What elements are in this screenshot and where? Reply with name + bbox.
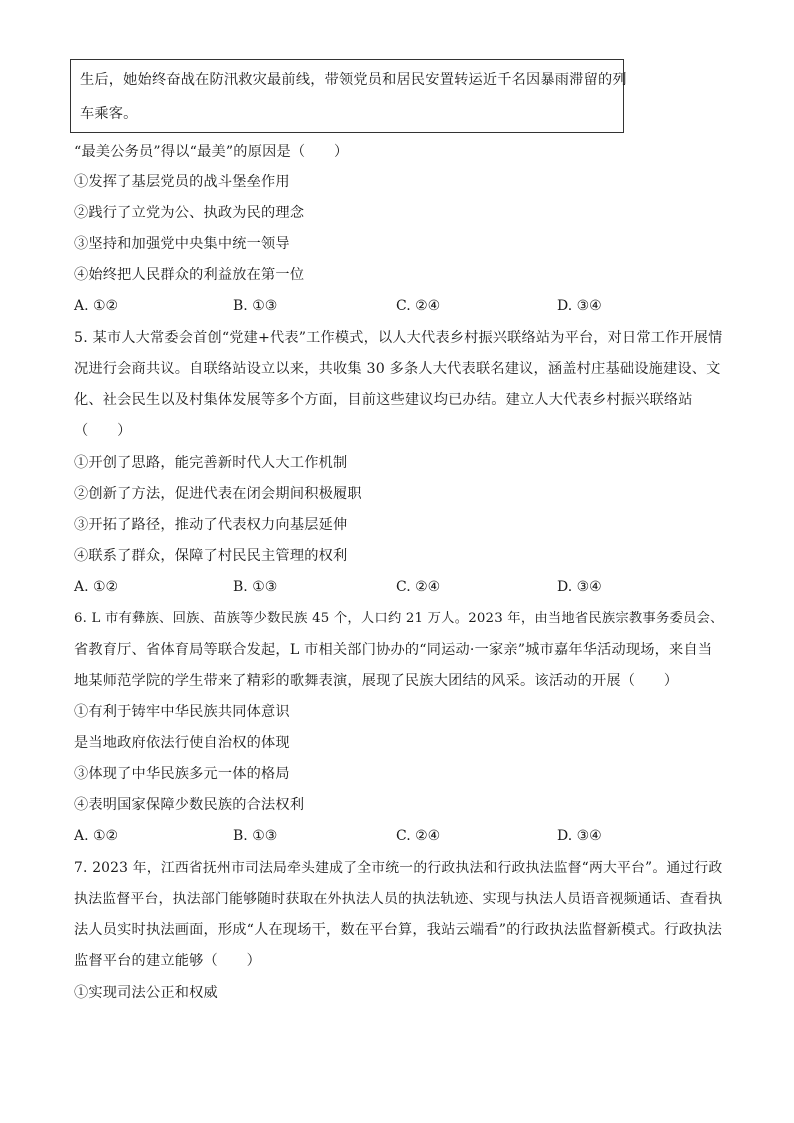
- q5-item-1: ①开创了思路，能完善新时代人大工作机制: [74, 455, 348, 471]
- q4-option-a: A. ①②: [74, 298, 119, 314]
- q6-item-4: ④表明国家保障少数民族的合法权利: [74, 797, 305, 813]
- q7-line-3: 法人员实时执法画面，形成“人在现场干，数在平台算，我站云端看”的行政执法监督新模式。行政执法: [74, 922, 722, 938]
- q4-item-2: ②践行了立党为公、执政为民的理念: [74, 205, 305, 221]
- q4-option-d: D. ③④: [557, 298, 602, 314]
- q6-line-1: 6. L 市有彝族、回族、苗族等少数民族 45 个，人口约 21 万人。2023 年，由当地省民族宗教事务委员会、: [74, 611, 724, 626]
- q6-option-d: D. ③④: [557, 828, 602, 844]
- q5-item-2: ②创新了方法，促进代表在闭会期间积极履职: [74, 486, 362, 502]
- q6-item-3: ③体现了中华民族多元一体的格局: [74, 766, 290, 782]
- material-line-2: 车乘客。: [80, 106, 138, 122]
- q4-item-1: ①发挥了基层党员的战斗堡垒作用: [74, 174, 290, 190]
- q5-option-d: D. ③④: [557, 579, 602, 595]
- q4-option-b: B. ①③: [233, 298, 278, 314]
- q5-option-a: A. ①②: [74, 579, 119, 595]
- q4-item-3: ③坚持和加强党中央集中统一领导: [74, 236, 290, 252]
- q6-option-b: B. ①③: [233, 828, 278, 844]
- q5-option-b: B. ①③: [233, 579, 278, 595]
- material-line-1: 生后，她始终奋战在防汛救灾最前线，带领党员和居民安置转运近千名因暴雨滞留的列: [80, 72, 627, 88]
- q7-item-1: ①实现司法公正和权威: [74, 985, 218, 1001]
- q6-item-1: ①有利于铸牢中华民族共同体意识: [74, 704, 290, 720]
- q5-item-3: ③开拓了路径，推动了代表权力向基层延伸: [74, 517, 348, 533]
- q4-item-4: ④始终把人民群众的利益放在第一位: [74, 267, 305, 283]
- q5-option-c: C. ②④: [396, 579, 441, 595]
- q7-line-1: 7. 2023 年，江西省抚州市司法局牵头建成了全市统一的行政执法和行政执法监督“两大平台”。通过行政: [74, 860, 723, 876]
- q5-line-4: （ ）: [74, 423, 132, 439]
- q4-option-c: C. ②④: [396, 298, 441, 314]
- q7-line-2: 执法监督平台，执法部门能够随时获取在外执法人员的执法轨迹、实现与执法人员语音视频通话、查看执: [74, 891, 723, 907]
- q6-line-3: 地某师范学院的学生带来了精彩的歌舞表演，展现了民族大团结的风采。该活动的开展（ ）: [74, 673, 679, 689]
- q5-item-4: ④联系了群众，保障了村民民主管理的权利: [74, 548, 348, 564]
- q7-line-4: 监督平台的建立能够（ ）: [74, 953, 262, 969]
- q6-line-2: 省教育厅、省体育局等联合发起，L 市相关部门协办的“同运动·一家亲”城市嘉年华活动现场，来自当: [74, 642, 713, 658]
- q6-option-a: A. ①②: [74, 828, 119, 844]
- q6-item-2: 是当地政府依法行使自治权的体现: [74, 735, 290, 751]
- q5-line-3: 化、社会民生以及村集体发展等多个方面，目前这些建议均已办结。建立人大代表乡村振兴联络站: [74, 392, 693, 408]
- q5-line-1: 5. 某市人大常委会首创“党建+代表”工作模式，以人大代表乡村振兴联络站为平台，对日常工作开展情: [74, 330, 723, 346]
- q5-line-2: 况进行会商共议。自联络站设立以来，共收集 30 多条人大代表联名建议，涵盖村庄基础设施建设、文: [74, 361, 721, 377]
- q6-option-c: C. ②④: [396, 828, 441, 844]
- q4-stem: “最美公务员”得以“最美”的原因是（ ）: [74, 144, 349, 160]
